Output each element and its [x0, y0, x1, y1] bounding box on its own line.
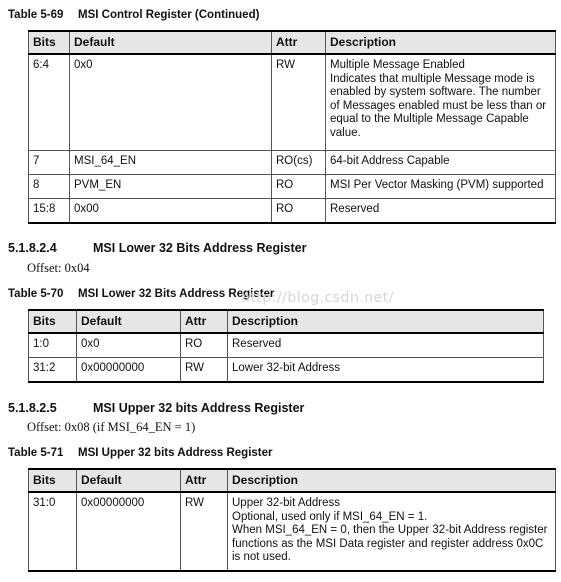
description-line: Optional, used only if MSI_64_EN = 1.	[232, 510, 428, 523]
table-caption	[8, 288, 274, 300]
description-line: Indicates that multiple Message mode is enabled by system software. The number of Messages enabled must be less than or equal to the Multiple Message Capable value.	[330, 72, 547, 139]
cell-attr: RO	[272, 199, 326, 224]
section-heading	[8, 401, 304, 415]
section-heading	[8, 241, 307, 255]
cell-bits: 6:4	[29, 54, 70, 151]
cell-attr: RW	[181, 358, 228, 383]
table-row	[29, 175, 556, 199]
column-header: Attr	[181, 469, 228, 492]
watermark: http://blog.csdn.net/	[241, 290, 394, 306]
cell-default: MSI_64_EN	[70, 151, 272, 175]
section-title: MSI Lower 32 Bits Address Register	[93, 241, 307, 255]
table-title: MSI Lower 32 Bits Address Register	[78, 288, 275, 300]
table-row	[29, 54, 556, 151]
column-header: Description	[326, 31, 556, 54]
table-number: Table 5-70	[8, 288, 64, 300]
column-header: Default	[77, 310, 181, 333]
table-header-row	[29, 310, 544, 333]
table-row	[29, 358, 544, 383]
table-title: MSI Upper 32 bits Address Register	[78, 447, 273, 459]
table-number: Table 5-69	[8, 9, 64, 21]
section-title: MSI Upper 32 bits Address Register	[93, 401, 305, 415]
cell-description: Reserved	[326, 199, 556, 224]
cell-default: 0x00000000	[77, 492, 181, 571]
cell-default: 0x0	[70, 54, 272, 151]
msi-upper-address-table	[28, 468, 556, 572]
column-header: Bits	[29, 31, 70, 54]
cell-default: 0x00000000	[77, 358, 181, 383]
column-header: Description	[228, 310, 544, 333]
section-number: 5.1.8.2.5	[8, 401, 57, 415]
table-row	[29, 199, 556, 224]
table-row	[29, 151, 556, 175]
cell-description: 64-bit Address Capable	[326, 151, 556, 175]
table-row	[29, 492, 556, 571]
column-header: Attr	[181, 310, 228, 333]
column-header: Bits	[29, 469, 77, 492]
column-header: Bits	[29, 310, 77, 333]
cell-bits: 8	[29, 175, 70, 199]
cell-attr: RO	[272, 175, 326, 199]
table-number: Table 5-71	[8, 447, 64, 459]
cell-description	[326, 54, 556, 151]
table-title: MSI Control Register (Continued)	[78, 9, 260, 21]
cell-default: PVM_EN	[70, 175, 272, 199]
description-line: When MSI_64_EN = 0, then the Upper 32-bit Address register functions as the MSI Data register and register address 0x0C is not used.	[232, 524, 548, 563]
cell-bits: 1:0	[29, 333, 77, 358]
column-header: Default	[70, 31, 272, 54]
cell-bits: 15:8	[29, 199, 70, 224]
cell-description	[228, 492, 556, 571]
register-offset: Offset: 0x04	[27, 261, 90, 275]
cell-bits: 31:2	[29, 358, 77, 383]
cell-description: Reserved	[228, 333, 544, 358]
table-caption	[8, 447, 273, 459]
cell-bits: 7	[29, 151, 70, 175]
cell-bits: 31:0	[29, 492, 77, 571]
msi-lower-address-table	[28, 309, 544, 383]
cell-attr: RO	[181, 333, 228, 358]
table-header-row	[29, 31, 556, 54]
msi-control-register-table	[28, 30, 556, 224]
cell-attr: RO(cs)	[272, 151, 326, 175]
description-line: Multiple Message Enabled	[330, 59, 465, 71]
description-line: Upper 32-bit Address	[232, 497, 341, 509]
cell-description: MSI Per Vector Masking (PVM) supported	[326, 175, 556, 199]
section-number: 5.1.8.2.4	[8, 241, 57, 255]
cell-default: 0x0	[77, 333, 181, 358]
table-row	[29, 333, 544, 358]
register-offset: Offset: 0x08 (if MSI_64_EN = 1)	[27, 420, 196, 434]
column-header: Default	[77, 469, 181, 492]
table-header-row	[29, 469, 556, 492]
column-header: Description	[228, 469, 556, 492]
cell-description: Lower 32-bit Address	[228, 358, 544, 383]
cell-default: 0x00	[70, 199, 272, 224]
cell-attr: RW	[272, 54, 326, 151]
table-caption	[8, 9, 259, 21]
cell-attr: RW	[181, 492, 228, 571]
column-header: Attr	[272, 31, 326, 54]
